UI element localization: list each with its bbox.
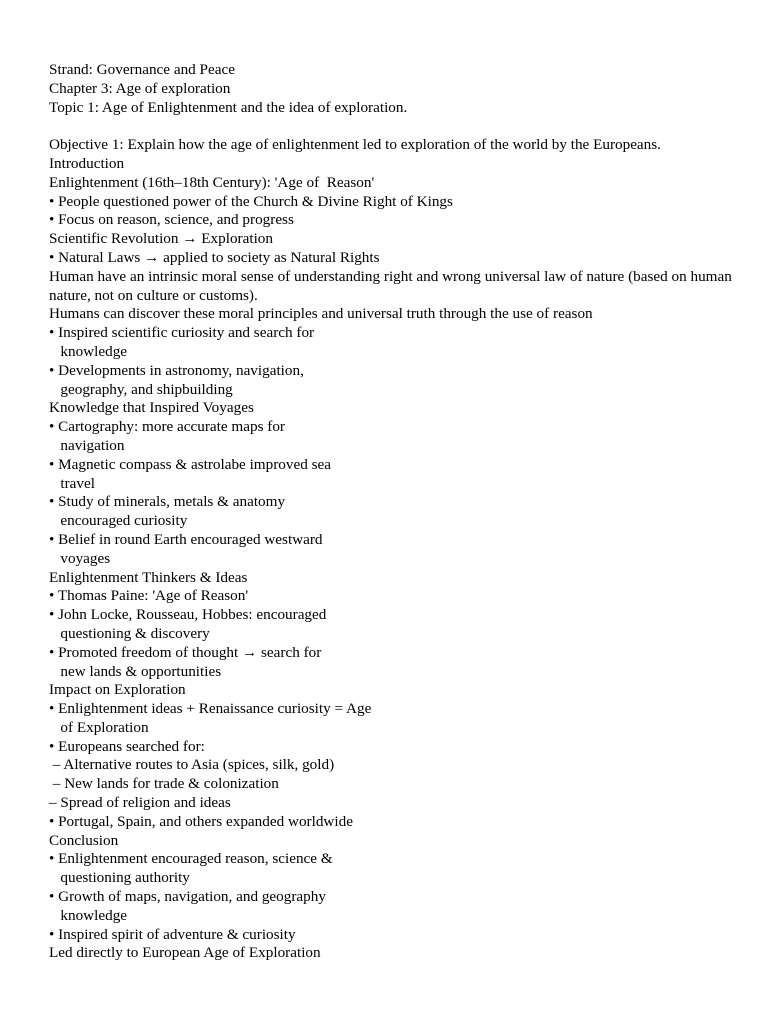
bullet-item: • Developments in astronomy, navigation, xyxy=(49,361,304,379)
document-page xyxy=(49,61,754,963)
bullet-continuation: knowledge xyxy=(49,906,128,924)
topic-line: Topic 1: Age of Enlightenment and the idea of exploration. xyxy=(49,98,408,116)
bullet-item: • Study of minerals, metals & anatomy xyxy=(49,493,286,511)
bullet-item: • Portugal, Spain, and others expanded worldwide xyxy=(49,812,353,830)
sub-item: – New lands for trade & colonization xyxy=(49,775,279,793)
section-heading-introduction: Introduction xyxy=(49,154,125,172)
section-heading-conclusion: Conclusion xyxy=(49,831,119,849)
bullet-continuation: questioning authority xyxy=(49,869,190,887)
bullet-item: • Enlightenment ideas + Renaissance curiosity = Age xyxy=(49,700,372,718)
bullet-continuation: questioning & discovery xyxy=(49,624,210,642)
strand-line: Strand: Governance and Peace xyxy=(49,61,235,78)
bullet-continuation: new lands & opportunities xyxy=(49,662,222,680)
bullet-continuation: of Exploration xyxy=(49,718,149,736)
bullet-item: • Europeans searched for: xyxy=(49,737,205,755)
objective-line: Objective 1: Explain how the age of enlightenment led to exploration of the world by the Europeans. xyxy=(49,136,661,154)
sub-item: – Alternative routes to Asia (spices, silk, gold) xyxy=(49,756,335,774)
section-heading-thinkers: Enlightenment Thinkers & Ideas xyxy=(49,568,248,586)
section-heading-impact: Impact on Exploration xyxy=(49,681,186,699)
section-heading-scientific-revolution: Scientific Revolution → Exploration xyxy=(49,230,273,248)
bullet-continuation: navigation xyxy=(49,436,125,454)
reason-line: Humans can discover these moral principles and universal truth through the use of reason xyxy=(49,305,593,323)
bullet-item: • Growth of maps, navigation, and geography xyxy=(49,888,326,906)
bullet-item: • People questioned power of the Church & Divine Right of Kings xyxy=(49,192,453,210)
bullet-item: • Natural Laws → applied to society as Natural Rights xyxy=(49,248,380,266)
natural-law-paragraph: Human have an intrinsic moral sense of understanding right and wrong universal law of nature (based on human nature, not on culture or customs). xyxy=(49,267,732,304)
bullet-item: • Belief in round Earth encouraged westward xyxy=(49,530,323,548)
closing-line: Led directly to European Age of Exploration xyxy=(49,944,321,962)
bullet-continuation: travel xyxy=(49,474,95,492)
enlightenment-definition: Enlightenment (16th–18th Century): 'Age of Reason' xyxy=(49,173,375,191)
bullet-item: • Enlightenment encouraged reason, science & xyxy=(49,850,333,868)
bullet-item: • Cartography: more accurate maps for xyxy=(49,418,285,436)
bullet-item: • Thomas Paine: 'Age of Reason' xyxy=(49,587,249,605)
chapter-line: Chapter 3: Age of exploration xyxy=(49,79,231,97)
section-heading-knowledge: Knowledge that Inspired Voyages xyxy=(49,399,254,417)
bullet-continuation: encouraged curiosity xyxy=(49,512,188,530)
bullet-item: • Focus on reason, science, and progress xyxy=(49,211,294,229)
bullet-item: • John Locke, Rousseau, Hobbes: encouraged xyxy=(49,606,327,624)
sub-item: – Spread of religion and ideas xyxy=(49,794,231,812)
bullet-continuation: geography, and shipbuilding xyxy=(49,380,233,398)
bullet-continuation: voyages xyxy=(49,549,111,567)
bullet-item: • Magnetic compass & astrolabe improved sea xyxy=(49,455,331,473)
bullet-item: • Inspired spirit of adventure & curiosity xyxy=(49,925,296,943)
blank-line xyxy=(49,117,754,136)
bullet-continuation: knowledge xyxy=(49,342,128,360)
bullet-item: • Inspired scientific curiosity and search for xyxy=(49,324,315,342)
bullet-item: • Promoted freedom of thought → search for xyxy=(49,643,322,661)
